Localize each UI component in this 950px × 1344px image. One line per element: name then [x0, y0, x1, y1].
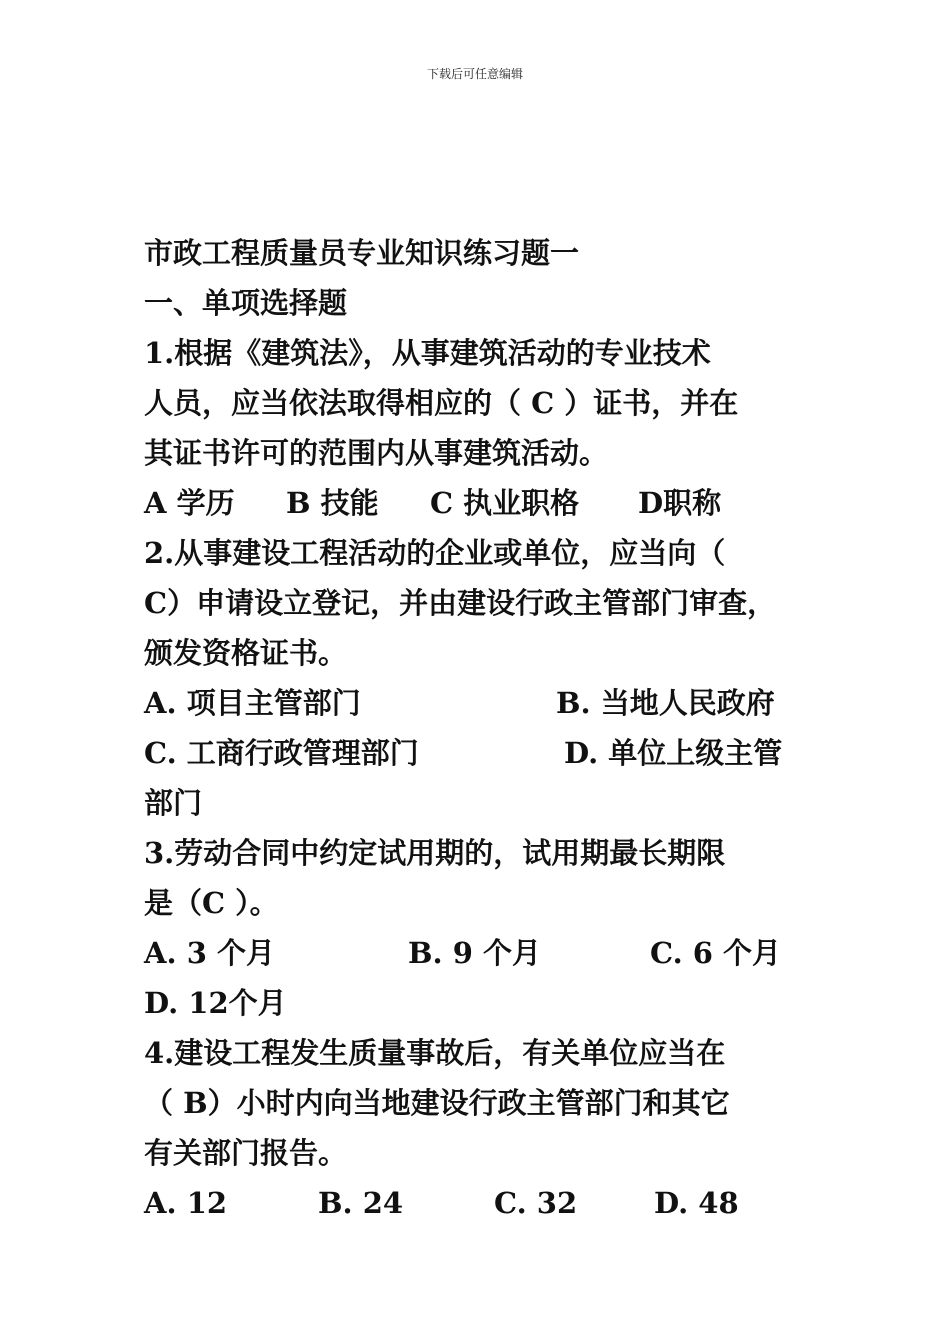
page-header: 下载后可任意编辑: [426, 67, 523, 81]
question-2-line-2: C）申请设立登记，并由建设行政主管部门审查，: [144, 586, 777, 620]
question-2-option-c: C. 工商行政管理部门: [144, 736, 419, 770]
question-1-line-2: 人员，应当依法取得相应的（ C ）证书，并在: [144, 386, 739, 420]
question-1-line-1: 1.根据《建筑法》，从事建筑活动的专业技术: [144, 336, 711, 370]
question-1-options: [144, 478, 844, 528]
question-2-options-row-1: [144, 678, 844, 728]
question-3-option-wrap: D. 12个月: [144, 986, 287, 1020]
question-2-option-b: B. 当地人民政府: [556, 686, 775, 720]
question-1-option-a: A 学历: [144, 486, 235, 520]
question-1-line-3: 其证书许可的范围内从事建筑活动。: [144, 436, 609, 470]
question-2-option-a: A. 项目主管部门: [144, 686, 361, 720]
question-3-option-a: A. 3 个月: [144, 936, 275, 970]
question-4-options: [144, 1178, 844, 1228]
question-4-option-d: D. 48: [654, 1186, 739, 1220]
question-3-option-b: B. 9 个月: [408, 936, 541, 970]
question-1-option-d: D职称: [638, 486, 722, 520]
question-4-line-1: 4.建设工程发生质量事故后，有关单位应当在: [144, 1036, 726, 1070]
question-4-line-3: 有关部门报告。: [144, 1136, 348, 1170]
question-2-option-d: D. 单位上级主管: [564, 736, 783, 770]
document-title: 市政工程质量员专业知识练习题一: [144, 236, 580, 270]
question-2-line-1: 2.从事建设工程活动的企业或单位，应当向（: [144, 536, 726, 570]
question-3-options: [144, 928, 844, 978]
question-4-option-a: A. 12: [144, 1186, 228, 1220]
question-1-option-c: C 执业职格: [430, 486, 580, 520]
question-4-line-2: （ B）小时内向当地建设行政主管部门和其它: [144, 1086, 730, 1120]
question-2-line-3: 颁发资格证书。: [144, 636, 348, 670]
question-2-option-wrap: 部门: [144, 786, 203, 820]
document-body: [144, 228, 844, 1228]
question-3-line-1: 3.劳动合同中约定试用期的，试用期最长期限: [144, 836, 726, 870]
question-3-option-c: C. 6 个月: [650, 936, 782, 970]
question-3-line-2: 是（C ）。: [144, 886, 279, 920]
section-heading: 一、单项选择题: [144, 286, 348, 320]
question-4-option-b: B. 24: [318, 1186, 404, 1220]
question-2-options-row-2: [144, 728, 844, 778]
question-4-option-c: C. 32: [494, 1186, 578, 1220]
question-1-option-b: B 技能: [286, 486, 379, 520]
